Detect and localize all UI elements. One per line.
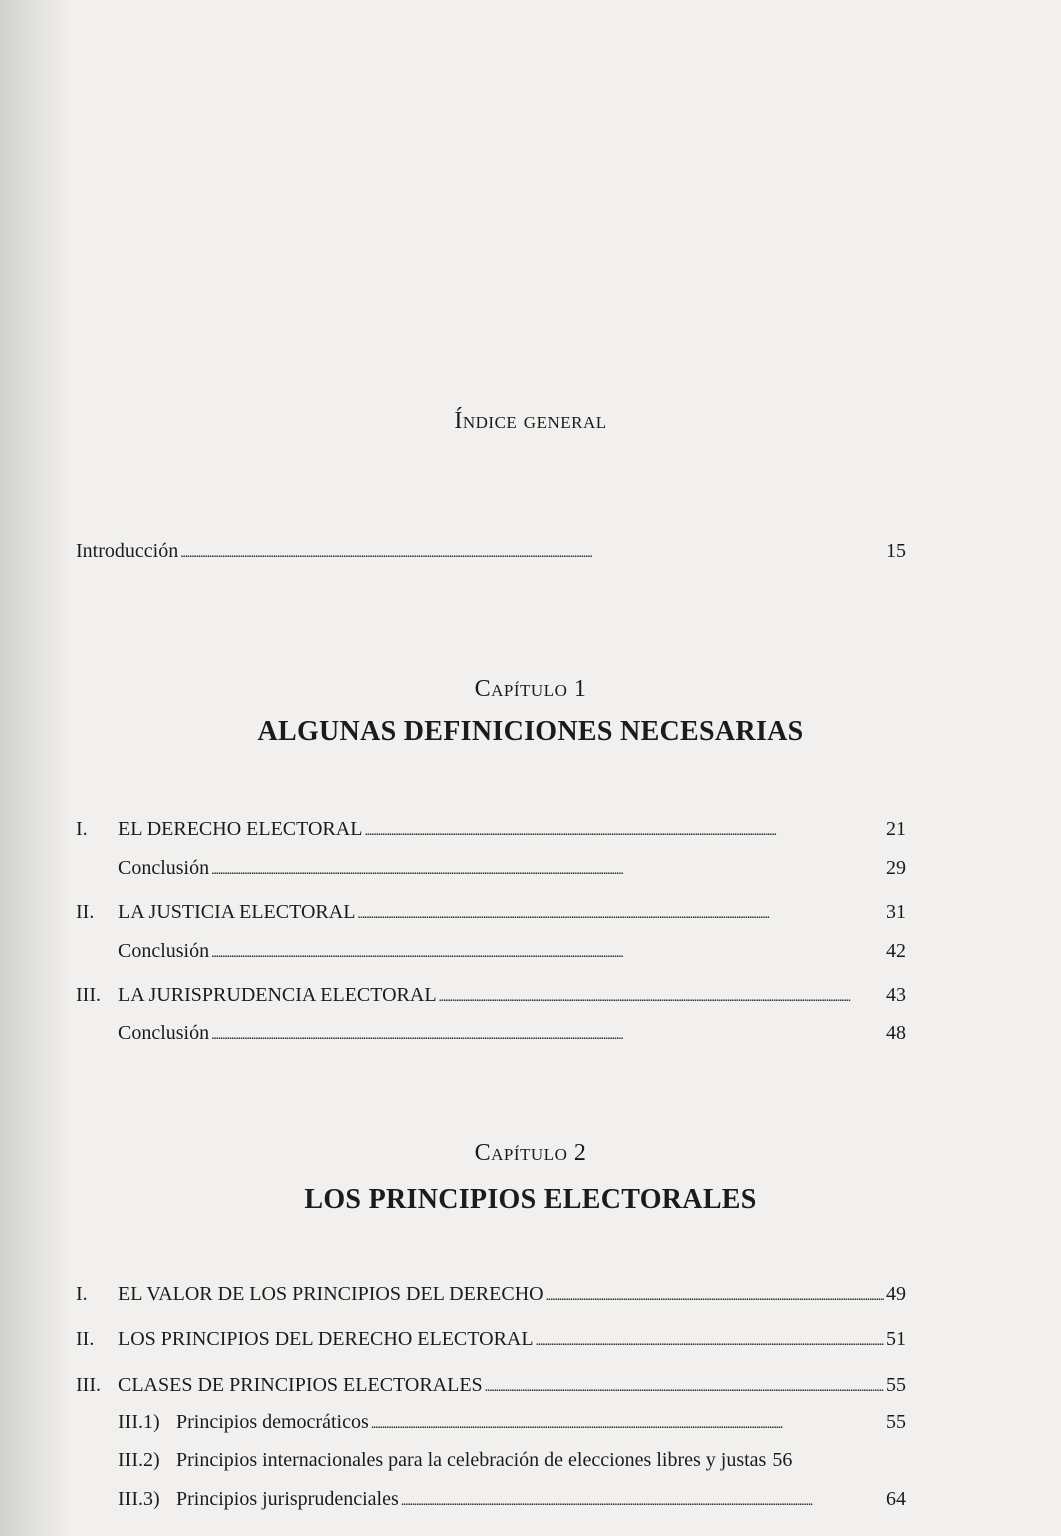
dot-leader xyxy=(357,899,884,928)
toc-entry-label: Principios democráticos xyxy=(176,1411,369,1433)
toc-entry-page: 64 xyxy=(886,1488,906,1510)
toc-entry xyxy=(118,1447,906,1473)
toc-entry xyxy=(118,938,906,964)
dot-leader xyxy=(211,1020,884,1049)
toc-entry-introduccion xyxy=(76,538,906,564)
toc-entry-page: 42 xyxy=(886,940,906,962)
toc-entry-page: 31 xyxy=(886,901,906,923)
toc-entry-number: I. xyxy=(76,818,88,840)
toc-entry-label: CLASES DE PRINCIPIOS ELECTORALES xyxy=(118,1374,483,1396)
toc-entry xyxy=(76,899,906,925)
toc-entry xyxy=(118,1486,906,1512)
toc-entry-page: 49 xyxy=(886,1283,906,1305)
toc-entry-label: Conclusión xyxy=(118,940,210,962)
toc-entry-label: Introducción xyxy=(76,540,179,562)
toc-entry-label: LA JURISPRUDENCIA ELECTORAL xyxy=(118,984,437,1006)
toc-entry-page: 48 xyxy=(886,1022,906,1044)
toc-entry-page: 43 xyxy=(886,984,906,1006)
toc-entry-label: EL VALOR DE LOS PRINCIPIOS DEL DERECHO xyxy=(118,1283,544,1305)
toc-entry xyxy=(76,1281,906,1307)
chapter-1-label: Capítulo 1 xyxy=(474,676,587,702)
toc-entry-number: III. xyxy=(76,984,101,1006)
toc-entry-number: III.1) xyxy=(118,1411,160,1433)
index-title: Índice general xyxy=(454,408,607,434)
toc-entry-page: 56 xyxy=(772,1449,793,1471)
toc-entry-label: Principios jurisprudenciales xyxy=(176,1488,399,1510)
toc-entry-number: III.3) xyxy=(118,1488,160,1510)
toc-entry-number: III.2) xyxy=(118,1449,160,1471)
toc-entry xyxy=(76,1372,906,1398)
dot-leader xyxy=(371,1409,884,1438)
toc-entry xyxy=(118,855,906,881)
toc-entry-number: I. xyxy=(76,1283,88,1305)
toc-entry-label: Conclusión xyxy=(118,1022,210,1044)
toc-entry-number: II. xyxy=(76,901,95,923)
toc-entry xyxy=(76,1326,906,1352)
toc-entry-number: II. xyxy=(76,1328,95,1350)
toc-entry-label: Conclusión xyxy=(118,857,210,879)
toc-entry-label: Principios internacionales para la celebración de elecciones libres y justas xyxy=(176,1449,767,1471)
dot-leader xyxy=(546,1281,884,1310)
dot-leader xyxy=(180,538,884,567)
toc-entry-page: 51 xyxy=(886,1328,906,1350)
chapter-2-label: Capítulo 2 xyxy=(474,1140,587,1166)
toc-entry-page: 55 xyxy=(886,1374,906,1396)
dot-leader xyxy=(211,855,884,884)
toc-entry-label: LOS PRINCIPIOS DEL DERECHO ELECTORAL xyxy=(118,1328,534,1350)
dot-leader xyxy=(536,1326,884,1355)
toc-entry xyxy=(76,816,906,842)
toc-entry-page: 15 xyxy=(886,540,906,562)
toc-entry-page: 55 xyxy=(886,1411,906,1433)
toc-entry-page: 21 xyxy=(886,818,906,840)
dot-leader xyxy=(401,1486,884,1515)
toc-entry xyxy=(76,982,906,1008)
toc-entry xyxy=(118,1409,906,1435)
toc-entry-label: LA JUSTICIA ELECTORAL xyxy=(118,901,356,923)
dot-leader xyxy=(439,982,884,1011)
dot-leader xyxy=(485,1372,884,1401)
toc-entry-page: 29 xyxy=(886,857,906,879)
dot-leader xyxy=(211,938,884,967)
chapter-2-title: LOS PRINCIPIOS ELECTORALES xyxy=(304,1184,757,1215)
chapter-1-title: ALGUNAS DEFINICIONES NECESARIAS xyxy=(257,716,804,747)
toc-entry-label: EL DERECHO ELECTORAL xyxy=(118,818,363,840)
dot-leader xyxy=(364,816,884,845)
toc-entry-number: III. xyxy=(76,1374,101,1396)
toc-entry xyxy=(118,1020,906,1046)
